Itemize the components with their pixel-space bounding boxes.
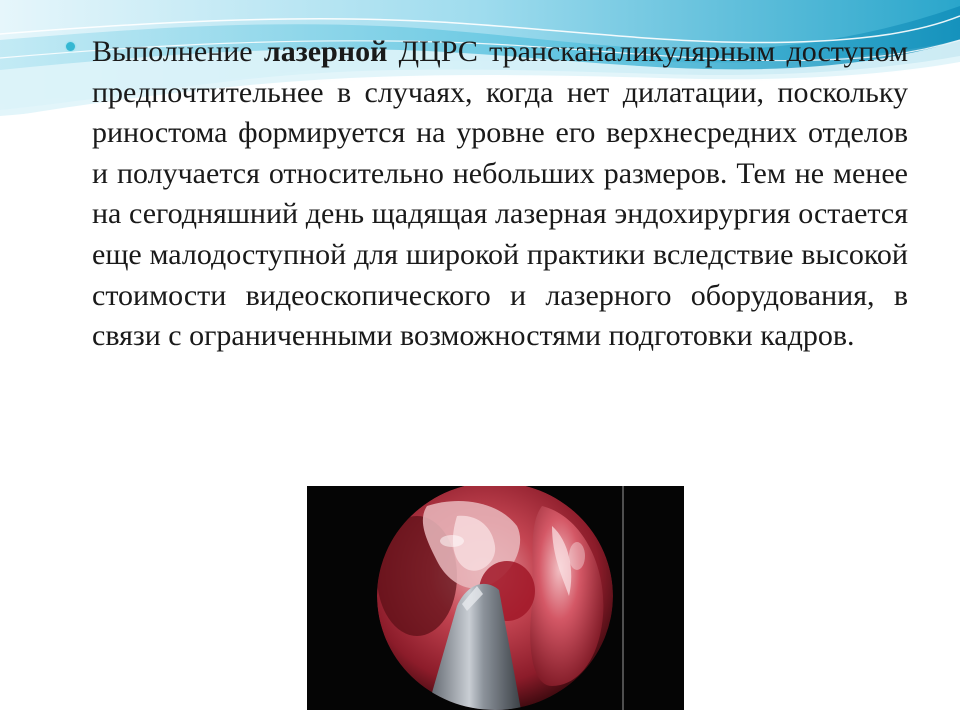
endoscopic-image: [307, 486, 684, 710]
bullet-icon: [66, 42, 75, 51]
slide-paragraph: [92, 32, 908, 357]
paragraph-prefix: Выполнение: [92, 35, 264, 68]
paragraph-rest: ДЦРС трансканаликулярным доступом предпочтительнее в случаях, когда нет дилатации, поскольку риностома формируется на уровне его верхнесредних отделов и получается относительно небольших размеров. Тем не менее на сегодняшний день щадящая лазерная эндохирургия остается еще малодоступной для широкой практики вследствие высокой стоимости видеоскопического и лазерного оборудования, в связи с ограниченными возможностями подготовки кадров.: [92, 35, 908, 353]
paragraph-bold-word: лазерной: [263, 35, 388, 68]
endoscopic-photo: [307, 486, 684, 710]
